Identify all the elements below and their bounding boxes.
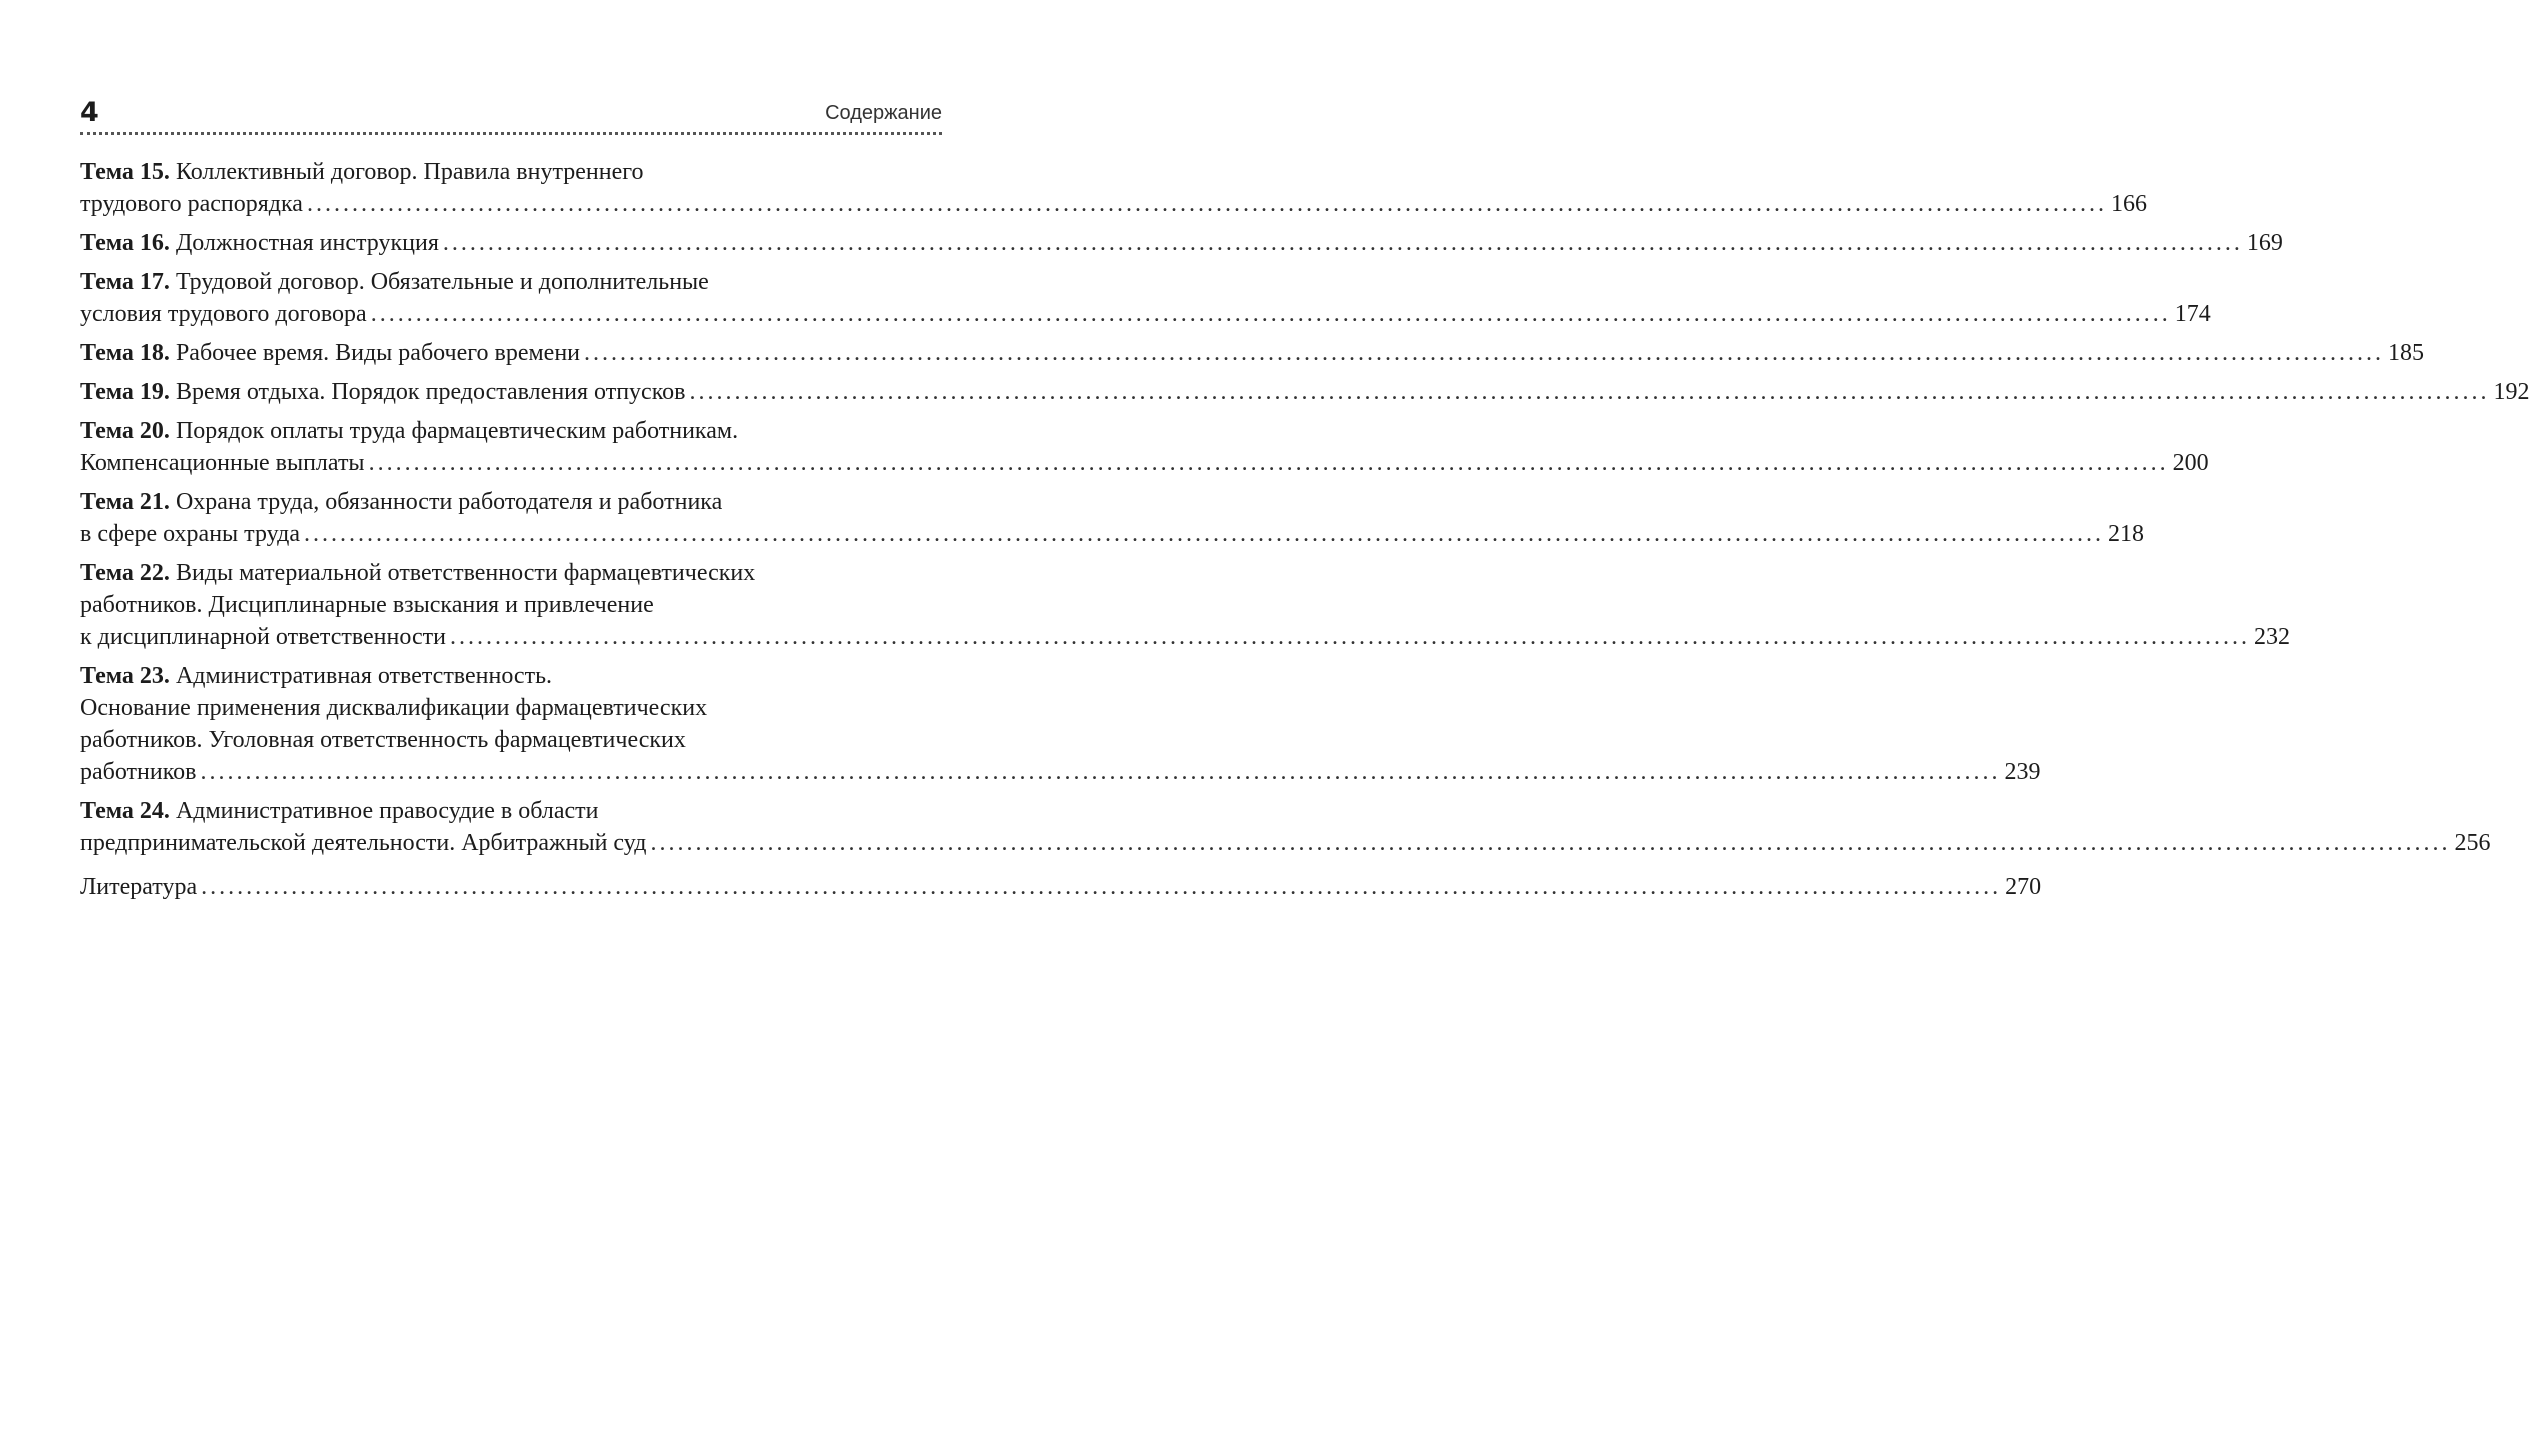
toc-topic-label: Тема 17. (80, 269, 170, 295)
toc-title-line: предпринимательской деятельности. Арбитражный суд (80, 830, 647, 856)
toc-title-line: Коллективный договор. Правила внутреннего (175, 159, 644, 185)
section-title: Содержание (825, 102, 942, 124)
toc-topic-label: Тема 22. (80, 560, 170, 586)
toc-entry (80, 486, 2144, 550)
toc-title-line: в сфере охраны труда (80, 521, 300, 547)
toc-entry (80, 795, 2491, 859)
toc-title-line: Виды материальной ответственности фармацевтических (175, 560, 756, 586)
toc-title-line: Охрана труда, обязанности работодателя и работника (175, 489, 723, 515)
toc-entry (80, 557, 2290, 653)
dot-leader: ........................................................................................................................................................................................................ (584, 340, 2385, 366)
toc-page-number: 185 (2388, 340, 2425, 366)
toc-entry (80, 227, 2283, 259)
dot-leader: ........................................................................................................................................................................................................ (201, 874, 2002, 900)
toc-entry-literature (80, 871, 2042, 903)
dot-leader: ........................................................................................................................................................................................................ (449, 624, 2250, 650)
toc-page-number: 192 (2493, 379, 2529, 405)
toc-title-line: к дисциплинарной ответственности (80, 624, 446, 650)
table-of-contents (80, 156, 2529, 910)
toc-page-number: 270 (2005, 874, 2042, 900)
toc-entry-last-line (80, 621, 2290, 653)
literature-title: Литература (80, 874, 198, 900)
toc-title-line: трудового распорядка (80, 191, 303, 217)
toc-entry-last-line (80, 188, 2147, 220)
toc-entry-last-line (80, 227, 2283, 259)
dot-leader: ........................................................................................................................................................................................................ (200, 759, 2001, 785)
toc-entry-last-line (80, 376, 2529, 408)
dot-leader: ........................................................................................................................................................................................................ (303, 521, 2104, 547)
toc-title-line: Трудовой договор. Обязательные и дополнительные (175, 269, 709, 295)
toc-topic-label: Тема 15. (80, 159, 170, 185)
toc-title-line: Должностная инструкция (175, 230, 439, 256)
toc-entry-last-line (80, 827, 2491, 859)
toc-title-line: работников. Уголовная ответственность фармацевтических (80, 727, 686, 753)
toc-title-line: Компенсационные выплаты (80, 450, 365, 476)
toc-title-line: Основание применения дисквалификации фармацевтических (80, 695, 708, 721)
toc-page-number: 232 (2253, 624, 2290, 650)
toc-entry-last-line (80, 756, 2041, 788)
toc-title-line: Административное правосудие в области (175, 798, 599, 824)
toc-title-line: Порядок оплаты труда фармацевтическим работникам. (175, 418, 739, 444)
dot-leader: ........................................................................................................................................................................................................ (370, 301, 2171, 327)
toc-title-line: работников (80, 759, 197, 785)
toc-page-number: 256 (2454, 830, 2491, 856)
toc-topic-label: Тема 21. (80, 489, 170, 515)
toc-title-line: условия трудового договора (80, 301, 367, 327)
toc-topic-label: Тема 19. (80, 379, 170, 405)
toc-entry (80, 266, 2211, 330)
dot-leader: ........................................................................................................................................................................................................ (689, 379, 2490, 405)
page-number: 4 (80, 97, 99, 128)
dot-leader: ........................................................................................................................................................................................................ (442, 230, 2243, 256)
toc-entry (80, 337, 2425, 369)
toc-entry (80, 156, 2147, 220)
toc-topic-label: Тема 24. (80, 798, 170, 824)
toc-page-number: 174 (2174, 301, 2211, 327)
toc-page-number: 166 (2110, 191, 2147, 217)
toc-title-line: Время отдыха. Порядок предоставления отпусков (175, 379, 686, 405)
toc-title-line: Рабочее время. Виды рабочего времени (175, 340, 581, 366)
dot-leader: ........................................................................................................................................................................................................ (306, 191, 2107, 217)
page-header (80, 97, 942, 137)
toc-entry (80, 415, 2209, 479)
toc-topic-label: Тема 20. (80, 418, 170, 444)
toc-page-number: 239 (2004, 759, 2041, 785)
toc-entry (80, 660, 2041, 788)
toc-entry-last-line (80, 298, 2211, 330)
toc-entry-last-line (80, 518, 2144, 550)
toc-title-line: Административная ответственность. (175, 663, 553, 689)
toc-entry-last-line (80, 447, 2209, 479)
toc-page-number: 169 (2246, 230, 2283, 256)
toc-entry (80, 376, 2529, 408)
toc-topic-label: Тема 23. (80, 663, 170, 689)
dot-leader: ........................................................................................................................................................................................................ (368, 450, 2169, 476)
toc-page-number: 218 (2107, 521, 2144, 547)
header-dotted-rule (80, 132, 942, 135)
toc-entry-last-line (80, 871, 2042, 903)
toc-entry-last-line (80, 337, 2425, 369)
toc-topic-label: Тема 16. (80, 230, 170, 256)
dot-leader: ........................................................................................................................................................................................................ (650, 830, 2451, 856)
toc-topic-label: Тема 18. (80, 340, 170, 366)
toc-page-number: 200 (2172, 450, 2209, 476)
toc-title-line: работников. Дисциплинарные взыскания и привлечение (80, 592, 654, 618)
